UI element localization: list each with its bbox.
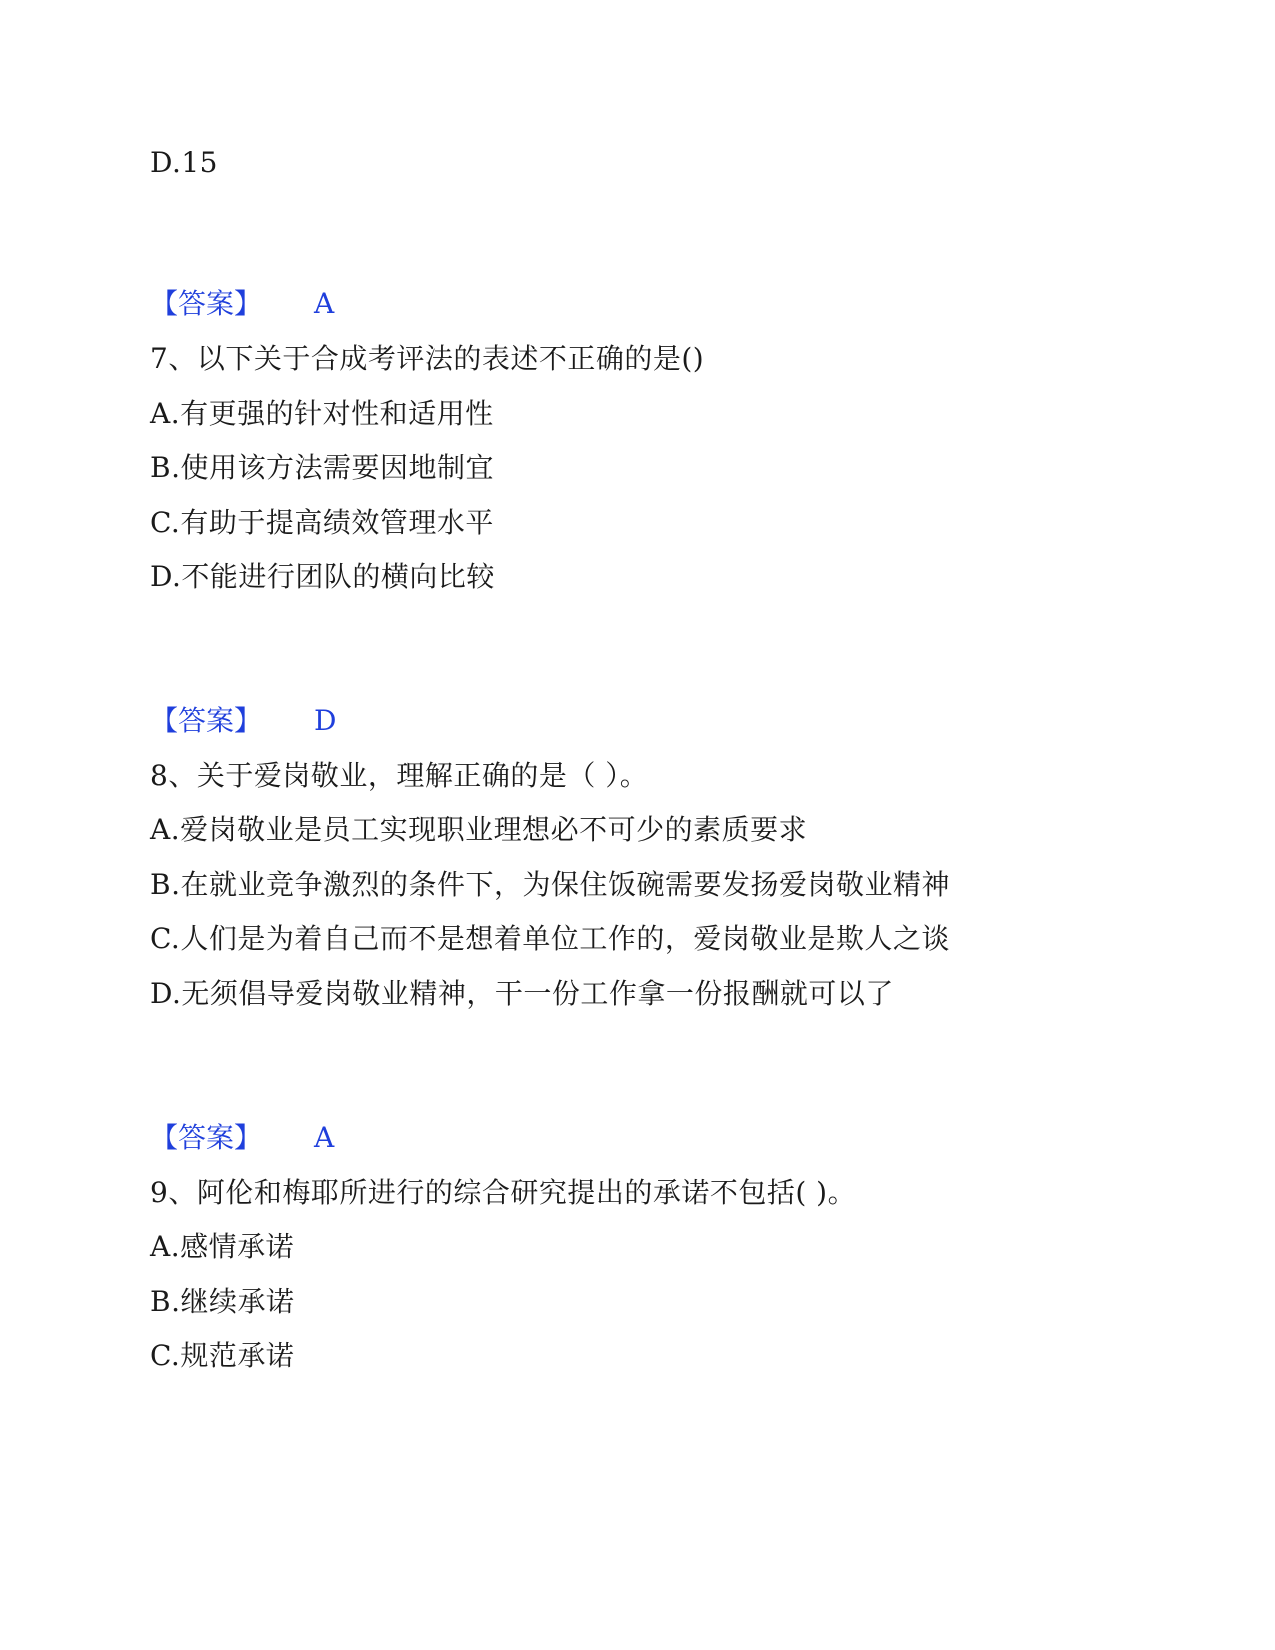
answer-row-7 xyxy=(150,703,336,739)
question-8-option-a: A.爱岗敬业是员工实现职业理想必不可少的素质要求 xyxy=(150,813,808,846)
answer-label: 【答案】 xyxy=(150,287,263,320)
answer-row-8 xyxy=(150,1120,334,1156)
question-7-option-a: A.有更强的针对性和适用性 xyxy=(150,397,494,430)
question-7-option-d: D.不能进行团队的横向比较 xyxy=(150,560,495,593)
question-9-option-c: C.规范承诺 xyxy=(150,1339,295,1372)
question-7: 7、以下关于合成考评法的表述不正确的是() xyxy=(150,342,705,375)
question-7-option-c: C.有助于提高绩效管理水平 xyxy=(150,506,494,539)
answer-value: A xyxy=(314,287,335,320)
option-d-previous: D.15 xyxy=(150,146,218,179)
question-8-option-c: C.人们是为着自己而不是想着单位工作的，爱岗敬业是欺人之谈 xyxy=(150,922,950,955)
answer-label: 【答案】 xyxy=(150,1121,263,1154)
question-9: 9、阿伦和梅耶所进行的综合研究提出的承诺不包括( )。 xyxy=(150,1176,857,1209)
answer-value: A xyxy=(314,1121,335,1154)
answer-label: 【答案】 xyxy=(150,704,263,737)
answer-value: D xyxy=(314,704,337,737)
answer-row-6 xyxy=(150,286,334,322)
question-9-option-a: A.感情承诺 xyxy=(150,1230,295,1263)
question-7-option-b: B.使用该方法需要因地制宜 xyxy=(150,451,494,484)
question-8-option-b: B.在就业竞争激烈的条件下，为保住饭碗需要发扬爱岗敬业精神 xyxy=(150,868,950,901)
question-8: 8、关于爱岗敬业，理解正确的是（ ）。 xyxy=(150,759,649,792)
question-8-option-d: D.无须倡导爱岗敬业精神，干一份工作拿一份报酬就可以了 xyxy=(150,977,894,1010)
question-9-option-b: B.继续承诺 xyxy=(150,1285,295,1318)
